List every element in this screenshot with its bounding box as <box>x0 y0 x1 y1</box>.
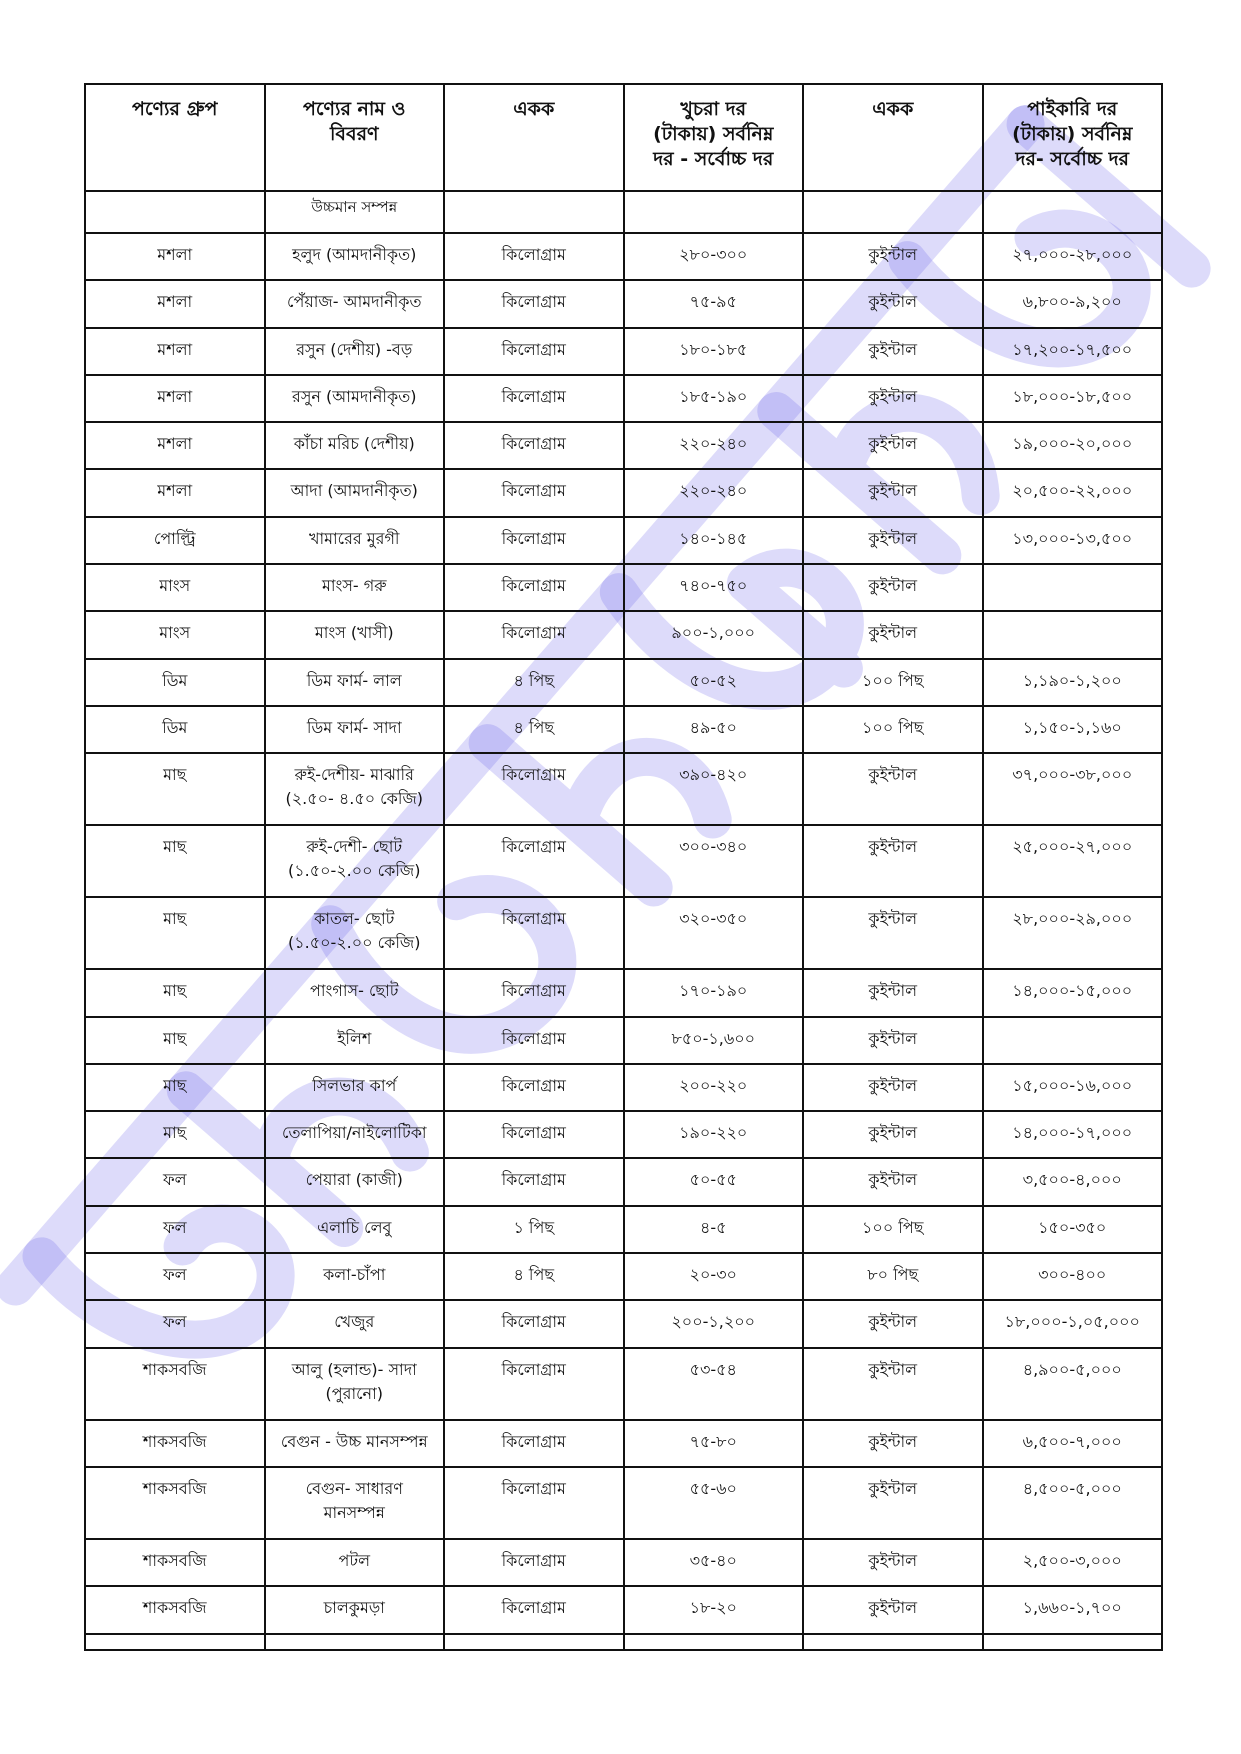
cell-empty <box>803 1634 983 1650</box>
cell-group: মশলা <box>85 280 265 327</box>
cell-retail-price: ৪-৫ <box>624 1206 804 1253</box>
table-row <box>85 1158 1162 1205</box>
cell-wholesale-unit: কুইন্টাল <box>803 969 983 1016</box>
table-row <box>85 825 1162 897</box>
cell-wholesale-price: ১,১৫০-১,১৬০ <box>983 706 1163 753</box>
cell-wholesale-unit: কুইন্টাল <box>803 1017 983 1064</box>
table-row <box>85 233 1162 280</box>
table-row <box>85 969 1162 1016</box>
cell-wholesale-price: ১৫০-৩৫০ <box>983 1206 1163 1253</box>
cell-wholesale-unit: কুইন্টাল <box>803 517 983 564</box>
cell-group: ফল <box>85 1300 265 1347</box>
cell-retail-price: ৪৯-৫০ <box>624 706 804 753</box>
cell-wholesale-unit: কুইন্টাল <box>803 422 983 469</box>
table-row <box>85 564 1162 611</box>
cell-retail-unit: কিলোগ্রাম <box>444 1586 624 1633</box>
cell-retail-unit: কিলোগ্রাম <box>444 375 624 422</box>
cell-wholesale-unit: কুইন্টাল <box>803 897 983 969</box>
cell-name: মাংস- গরু <box>265 564 445 611</box>
cell-wholesale-price: ৩০০-৪০০ <box>983 1253 1163 1300</box>
cell-wholesale-unit: কুইন্টাল <box>803 375 983 422</box>
cell-wholesale-unit: ১০০ পিছ <box>803 706 983 753</box>
cell-retail-unit: ৪ পিছ <box>444 659 624 706</box>
cell-group: শাকসবজি <box>85 1586 265 1633</box>
cell-retail-unit: কিলোগ্রাম <box>444 1158 624 1205</box>
cell-name: রুই-দেশীয়- মাঝারি (২.৫০- ৪.৫০ কেজি) <box>265 753 445 825</box>
table-row-empty <box>85 1634 1162 1650</box>
table-row <box>85 659 1162 706</box>
cell-name: এলাচি লেবু <box>265 1206 445 1253</box>
cell-retail-price: ৭৫-৯৫ <box>624 280 804 327</box>
cell-retail-unit: কিলোগ্রাম <box>444 897 624 969</box>
header-retail-price: খুচরা দর (টাকায়) সর্বনিম্ন দর - সর্বোচ্চ দর <box>624 84 804 191</box>
cell-wholesale-price: ২৮,০০০-২৯,০০০ <box>983 897 1163 969</box>
cell-name: রুই-দেশী- ছোট (১.৫০-২.০০ কেজি) <box>265 825 445 897</box>
cell-name: ইলিশ <box>265 1017 445 1064</box>
cell-wholesale-unit: কুইন্টাল <box>803 1300 983 1347</box>
cell-wholesale-price: ২৭,০০০-২৮,০০০ <box>983 233 1163 280</box>
cell-retail-unit <box>444 191 624 233</box>
cell-group: মাছ <box>85 969 265 1016</box>
cell-retail-unit: কিলোগ্রাম <box>444 564 624 611</box>
cell-wholesale-unit: ১০০ পিছ <box>803 659 983 706</box>
cell-retail-price: ২০-৩০ <box>624 1253 804 1300</box>
cell-name: আদা (আমদানীকৃত) <box>265 469 445 516</box>
cell-retail-price: ৭৫-৮০ <box>624 1420 804 1467</box>
cell-group: মাছ <box>85 1064 265 1111</box>
cell-retail-unit: কিলোগ্রাম <box>444 753 624 825</box>
cell-wholesale-price: ২৫,০০০-২৭,০০০ <box>983 825 1163 897</box>
cell-name: পাংগাস- ছোট <box>265 969 445 1016</box>
cell-retail-price: ১৪০-১৪৫ <box>624 517 804 564</box>
cell-retail-unit: কিলোগ্রাম <box>444 469 624 516</box>
cell-group: ফল <box>85 1158 265 1205</box>
table-header-row <box>85 84 1162 191</box>
cell-group <box>85 191 265 233</box>
header-wholesale-unit: একক <box>803 84 983 191</box>
cell-wholesale-price: ১৫,০০০-১৬,০০০ <box>983 1064 1163 1111</box>
cell-name: ডিম ফার্ম- সাদা <box>265 706 445 753</box>
cell-retail-unit: ১ পিছ <box>444 1206 624 1253</box>
cell-wholesale-unit: কুইন্টাল <box>803 1539 983 1586</box>
cell-wholesale-unit: কুইন্টাল <box>803 753 983 825</box>
cell-name: কলা-চাঁপা <box>265 1253 445 1300</box>
cell-retail-price: ১৮০-১৮৫ <box>624 328 804 375</box>
table-row <box>85 469 1162 516</box>
cell-wholesale-unit: কুইন্টাল <box>803 1586 983 1633</box>
cell-group: শাকসবজি <box>85 1420 265 1467</box>
table-row <box>85 375 1162 422</box>
table-row <box>85 1348 1162 1420</box>
cell-wholesale-unit: ৮০ পিছ <box>803 1253 983 1300</box>
cell-retail-price <box>624 191 804 233</box>
cell-retail-unit: কিলোগ্রাম <box>444 233 624 280</box>
table-row <box>85 1586 1162 1633</box>
cell-retail-price: ১৭০-১৯০ <box>624 969 804 1016</box>
cell-name: পেঁয়াজ- আমদানীকৃত <box>265 280 445 327</box>
cell-wholesale-price <box>983 611 1163 658</box>
cell-wholesale-price: ১৮,০০০-১,০৫,০০০ <box>983 1300 1163 1347</box>
cell-retail-price: ২৮০-৩০০ <box>624 233 804 280</box>
cell-wholesale-price: ১৪,০০০-১৭,০০০ <box>983 1111 1163 1158</box>
table-row <box>85 1253 1162 1300</box>
cell-wholesale-price: ১৩,০০০-১৩,৫০০ <box>983 517 1163 564</box>
cell-group: ডিম <box>85 706 265 753</box>
cell-name: কাতল- ছোট (১.৫০-২.০০ কেজি) <box>265 897 445 969</box>
cell-retail-price: ১৮-২০ <box>624 1586 804 1633</box>
cell-wholesale-price: ৩৭,০০০-৩৮,০০০ <box>983 753 1163 825</box>
cell-group: শাকসবজি <box>85 1348 265 1420</box>
cell-retail-price: ২২০-২৪০ <box>624 422 804 469</box>
table-row <box>85 1206 1162 1253</box>
cell-wholesale-unit: কুইন্টাল <box>803 1467 983 1539</box>
cell-empty <box>983 1634 1163 1650</box>
cell-name: হলুদ (আমদানীকৃত) <box>265 233 445 280</box>
cell-wholesale-price: ৪,৯০০-৫,০০০ <box>983 1348 1163 1420</box>
cell-wholesale-unit: ১০০ পিছ <box>803 1206 983 1253</box>
cell-name: তেলাপিয়া/নাইলোটিকা <box>265 1111 445 1158</box>
cell-wholesale-unit: কুইন্টাল <box>803 233 983 280</box>
cell-name: রসুন (আমদানীকৃত) <box>265 375 445 422</box>
cell-wholesale-unit <box>803 191 983 233</box>
cell-name: কাঁচা মরিচ (দেশীয়) <box>265 422 445 469</box>
cell-wholesale-price: ১৯,০০০-২০,০০০ <box>983 422 1163 469</box>
cell-group: মশলা <box>85 375 265 422</box>
cell-name: পেয়ারা (কাজী) <box>265 1158 445 1205</box>
cell-group: মশলা <box>85 422 265 469</box>
cell-retail-unit: কিলোগ্রাম <box>444 1064 624 1111</box>
cell-name: পটল <box>265 1539 445 1586</box>
cell-retail-unit: কিলোগ্রাম <box>444 1300 624 1347</box>
cell-retail-unit: কিলোগ্রাম <box>444 1539 624 1586</box>
cell-group: মাছ <box>85 1111 265 1158</box>
cell-wholesale-unit: কুইন্টাল <box>803 469 983 516</box>
cell-retail-unit: কিলোগ্রাম <box>444 611 624 658</box>
cell-retail-price: ১৮৫-১৯০ <box>624 375 804 422</box>
cell-retail-unit: ৪ পিছ <box>444 1253 624 1300</box>
cell-wholesale-unit: কুইন্টাল <box>803 1420 983 1467</box>
cell-retail-unit: কিলোগ্রাম <box>444 825 624 897</box>
header-name: পণ্যের নাম ও বিবরণ <box>265 84 445 191</box>
cell-name: বেগুন- সাধারণ মানসম্পন্ন <box>265 1467 445 1539</box>
cell-name: মাংস (খাসী) <box>265 611 445 658</box>
cell-retail-unit: কিলোগ্রাম <box>444 422 624 469</box>
cell-wholesale-price: ১৮,০০০-১৮,৫০০ <box>983 375 1163 422</box>
cell-wholesale-price: ৬,৫০০-৭,০০০ <box>983 1420 1163 1467</box>
cell-name: উচ্চমান সম্পন্ন <box>265 191 445 233</box>
cell-group: মাছ <box>85 1017 265 1064</box>
cell-retail-unit: কিলোগ্রাম <box>444 1017 624 1064</box>
cell-wholesale-unit: কুইন্টাল <box>803 1111 983 1158</box>
cell-retail-unit: কিলোগ্রাম <box>444 1467 624 1539</box>
cell-group: ফল <box>85 1253 265 1300</box>
cell-retail-unit: কিলোগ্রাম <box>444 517 624 564</box>
cell-name: আলু (হলান্ড)- সাদা (পুরানো) <box>265 1348 445 1420</box>
cell-group: পোল্ট্রি <box>85 517 265 564</box>
table-row-subheading <box>85 191 1162 233</box>
cell-wholesale-price <box>983 564 1163 611</box>
cell-wholesale-price: ৩,৫০০-৪,০০০ <box>983 1158 1163 1205</box>
cell-retail-price: ৫০-৫২ <box>624 659 804 706</box>
table-row <box>85 1467 1162 1539</box>
header-wholesale-price: পাইকারি দর (টাকায়) সর্বনিম্ন দর- সর্বোচ্চ দর <box>983 84 1163 191</box>
cell-retail-price: ৫৩-৫৪ <box>624 1348 804 1420</box>
table-row <box>85 328 1162 375</box>
cell-wholesale-price: ২,৫০০-৩,০০০ <box>983 1539 1163 1586</box>
cell-retail-price: ৩০০-৩৪০ <box>624 825 804 897</box>
cell-group: মাছ <box>85 753 265 825</box>
price-table <box>84 83 1163 1651</box>
cell-group: মশলা <box>85 233 265 280</box>
cell-retail-price: ২২০-২৪০ <box>624 469 804 516</box>
cell-retail-unit: কিলোগ্রাম <box>444 1420 624 1467</box>
cell-empty <box>444 1634 624 1650</box>
cell-retail-price: ৩৯০-৪২০ <box>624 753 804 825</box>
cell-wholesale-unit: কুইন্টাল <box>803 280 983 327</box>
cell-name: সিলভার কার্প <box>265 1064 445 1111</box>
table-row <box>85 897 1162 969</box>
cell-wholesale-price: ১,৬৬০-১,৭০০ <box>983 1586 1163 1633</box>
table-row <box>85 1111 1162 1158</box>
cell-wholesale-unit: কুইন্টাল <box>803 611 983 658</box>
cell-group: মাংস <box>85 611 265 658</box>
cell-retail-price: ৭৪০-৭৫০ <box>624 564 804 611</box>
cell-wholesale-unit: কুইন্টাল <box>803 1064 983 1111</box>
cell-retail-unit: কিলোগ্রাম <box>444 969 624 1016</box>
cell-wholesale-price: ৪,৫০০-৫,০০০ <box>983 1467 1163 1539</box>
table-row <box>85 1017 1162 1064</box>
table-row <box>85 706 1162 753</box>
cell-group: মশলা <box>85 469 265 516</box>
cell-retail-unit: কিলোগ্রাম <box>444 280 624 327</box>
cell-retail-price: ২০০-২২০ <box>624 1064 804 1111</box>
table-row <box>85 280 1162 327</box>
cell-wholesale-price: ৬,৮০০-৯,২০০ <box>983 280 1163 327</box>
cell-retail-unit: কিলোগ্রাম <box>444 328 624 375</box>
cell-group: মাছ <box>85 897 265 969</box>
cell-empty <box>624 1634 804 1650</box>
cell-group: মাছ <box>85 825 265 897</box>
cell-wholesale-unit: কুইন্টাল <box>803 1158 983 1205</box>
cell-wholesale-unit: কুইন্টাল <box>803 564 983 611</box>
cell-wholesale-unit: কুইন্টাল <box>803 328 983 375</box>
table-row <box>85 1420 1162 1467</box>
cell-wholesale-unit: কুইন্টাল <box>803 825 983 897</box>
cell-group: শাকসবজি <box>85 1467 265 1539</box>
header-group: পণ্যের গ্রুপ <box>85 84 265 191</box>
table-row <box>85 517 1162 564</box>
table-row <box>85 1539 1162 1586</box>
header-retail-unit: একক <box>444 84 624 191</box>
table-row <box>85 1064 1162 1111</box>
cell-name: রসুন (দেশীয়) -বড় <box>265 328 445 375</box>
cell-wholesale-price <box>983 191 1163 233</box>
cell-name: চালকুমড়া <box>265 1586 445 1633</box>
cell-wholesale-price <box>983 1017 1163 1064</box>
cell-group: শাকসবজি <box>85 1539 265 1586</box>
cell-retail-price: ৯০০-১,০০০ <box>624 611 804 658</box>
cell-wholesale-price: ১,১৯০-১,২০০ <box>983 659 1163 706</box>
table-row <box>85 611 1162 658</box>
cell-retail-price: ৮৫০-১,৬০০ <box>624 1017 804 1064</box>
cell-retail-unit: কিলোগ্রাম <box>444 1111 624 1158</box>
cell-retail-price: ৩৫-৪০ <box>624 1539 804 1586</box>
cell-name: ডিম ফার্ম- লাল <box>265 659 445 706</box>
cell-wholesale-price: ১৪,০০০-১৫,০০০ <box>983 969 1163 1016</box>
cell-empty <box>265 1634 445 1650</box>
cell-retail-price: ৫০-৫৫ <box>624 1158 804 1205</box>
cell-name: খেজুর <box>265 1300 445 1347</box>
cell-retail-price: ১৯০-২২০ <box>624 1111 804 1158</box>
table-row <box>85 1300 1162 1347</box>
cell-wholesale-unit: কুইন্টাল <box>803 1348 983 1420</box>
cell-retail-price: ২০০-১,২০০ <box>624 1300 804 1347</box>
table-row <box>85 422 1162 469</box>
cell-wholesale-price: ১৭,২০০-১৭,৫০০ <box>983 328 1163 375</box>
table-row <box>85 753 1162 825</box>
cell-group: মশলা <box>85 328 265 375</box>
cell-group: ডিম <box>85 659 265 706</box>
cell-retail-price: ৩২০-৩৫০ <box>624 897 804 969</box>
cell-empty <box>85 1634 265 1650</box>
cell-group: মাংস <box>85 564 265 611</box>
cell-retail-unit: ৪ পিছ <box>444 706 624 753</box>
cell-group: ফল <box>85 1206 265 1253</box>
cell-name: বেগুন - উচ্চ মানসম্পন্ন <box>265 1420 445 1467</box>
cell-retail-price: ৫৫-৬০ <box>624 1467 804 1539</box>
cell-wholesale-price: ২০,৫০০-২২,০০০ <box>983 469 1163 516</box>
cell-retail-unit: কিলোগ্রাম <box>444 1348 624 1420</box>
cell-name: খামারের মুরগী <box>265 517 445 564</box>
